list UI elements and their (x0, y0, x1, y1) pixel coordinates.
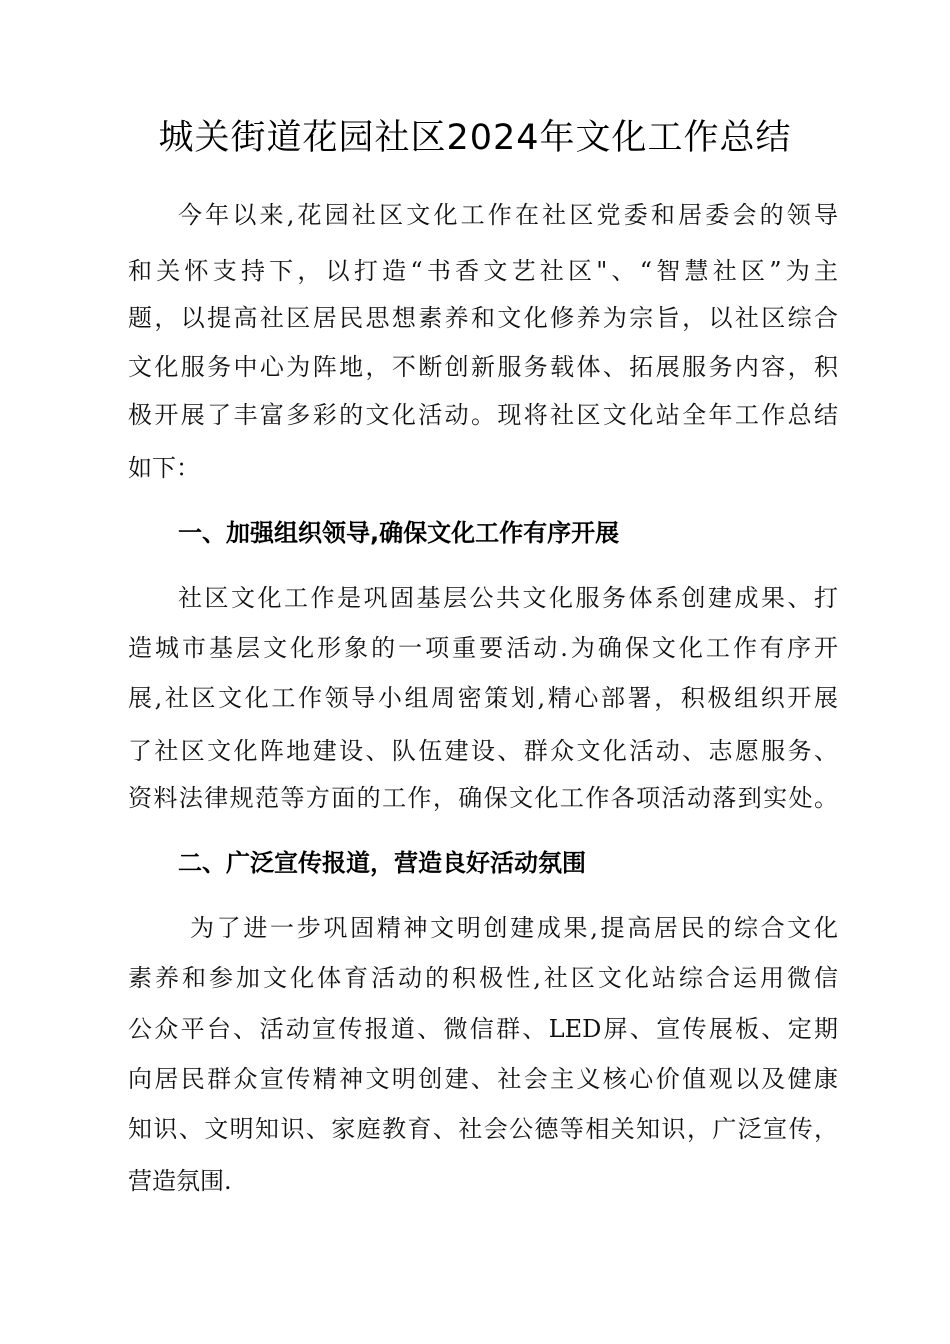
paragraph-line: 知识、文明知识、家庭教育、社会公德等相关知识，广泛宣传， (128, 1115, 838, 1143)
paragraph-line: 社区文化工作是巩固基层公共文化服务体系创建成果、打 (178, 584, 838, 612)
paragraph-line: 了社区文化阵地建设、队伍建设、群众文化活动、志愿服务、 (128, 737, 838, 765)
section-heading: 一、加强组织领导,确保文化工作有序开展 (178, 519, 620, 547)
paragraph-line: 公众平台、活动宣传报道、微信群、LED屏、宣传展板、定期 (128, 1015, 838, 1043)
paragraph-line: 素养和参加文化体育活动的积极性,社区文化站综合运用微信 (128, 964, 838, 992)
paragraph-line: 题，以提高社区居民思想素养和文化修养为宗旨，以社区综合 (128, 304, 838, 332)
paragraph-line: 营造氛围. (128, 1167, 232, 1195)
paragraph-line: 造城市基层文化形象的一项重要活动.为确保文化工作有序开 (128, 634, 838, 662)
paragraph-line: 向居民群众宣传精神文明创建、社会主义核心价值观以及健康 (128, 1065, 838, 1093)
section-heading: 二、广泛宣传报道，营造良好活动氛围 (178, 849, 586, 877)
paragraph-line: 展,社区文化工作领导小组周密策划,精心部署，积极组织开展 (128, 684, 838, 712)
paragraph-line: 今年以来,花园社区文化工作在社区党委和居委会的领导 (178, 201, 838, 229)
paragraph-line: 资料法律规范等方面的工作，确保文化工作各项活动落到实处。 (128, 784, 838, 812)
document-title: 城关街道花园社区2024年文化工作总结 (158, 118, 792, 158)
paragraph-line: 文化服务中心为阵地，不断创新服务载体、拓展服务内容，积 (128, 353, 838, 381)
paragraph-line: 如下： (128, 454, 200, 482)
paragraph-line: 为了进一步巩固精神文明创建成果,提高居民的综合文化 (190, 914, 838, 942)
paragraph-line: 和关怀支持下，以打造“书香文艺社区"、“智慧社区”为主 (128, 257, 838, 285)
paragraph-line: 极开展了丰富多彩的文化活动。现将社区文化站全年工作总结 (128, 401, 838, 429)
